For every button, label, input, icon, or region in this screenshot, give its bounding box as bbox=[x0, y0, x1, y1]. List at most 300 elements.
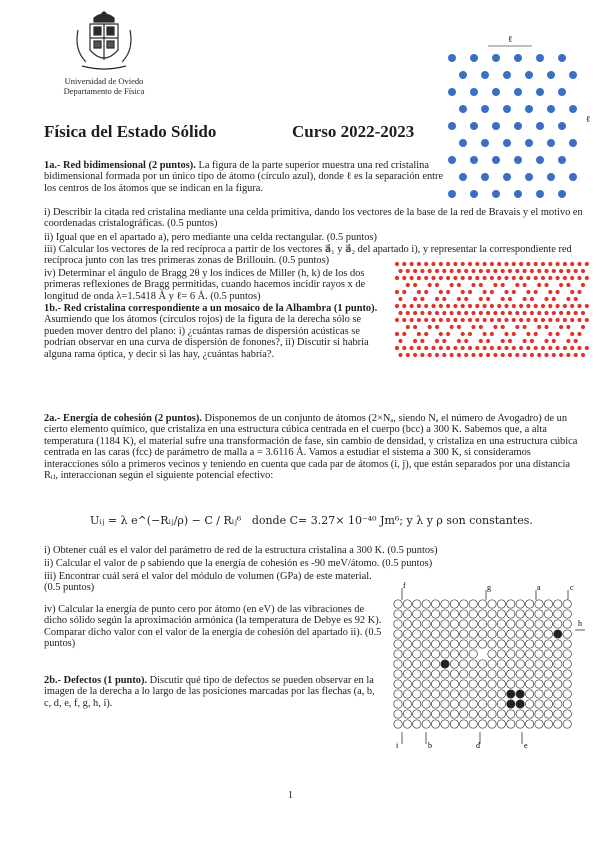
lattice-atom bbox=[469, 660, 477, 668]
lattice-atom bbox=[488, 640, 496, 648]
mosaic-atom bbox=[570, 332, 574, 336]
lattice-atom bbox=[558, 54, 566, 62]
lattice-atom bbox=[470, 54, 478, 62]
lattice-atom bbox=[460, 710, 468, 718]
mosaic-atom bbox=[526, 304, 530, 308]
lattice-atom bbox=[558, 190, 566, 198]
mosaic-atom bbox=[410, 318, 414, 322]
lattice-atom bbox=[470, 156, 478, 164]
lattice-atom bbox=[525, 700, 533, 708]
lattice-atom bbox=[403, 660, 411, 668]
lattice-atom bbox=[441, 690, 449, 698]
lattice-atom bbox=[492, 156, 500, 164]
mosaic-atom bbox=[566, 325, 570, 329]
mosaic-atom bbox=[439, 290, 443, 294]
lattice-atom bbox=[394, 600, 402, 608]
lattice-atom bbox=[403, 620, 411, 628]
mosaic-atom bbox=[508, 297, 512, 301]
lattice-atom bbox=[460, 650, 468, 658]
mosaic-atom bbox=[526, 332, 530, 336]
mosaic-atom bbox=[457, 297, 461, 301]
lattice-atom bbox=[460, 630, 468, 638]
lattice-atom bbox=[516, 620, 524, 628]
lattice-atom bbox=[478, 610, 486, 618]
mosaic-atom bbox=[417, 276, 421, 280]
mosaic-atom bbox=[439, 262, 443, 266]
mosaic-atom bbox=[504, 332, 508, 336]
mosaic-atom bbox=[541, 318, 545, 322]
lattice-atom bbox=[488, 660, 496, 668]
lattice-atom bbox=[431, 710, 439, 718]
mosaic-atom bbox=[501, 283, 505, 287]
lattice-atom bbox=[450, 680, 458, 688]
mosaic-atom bbox=[428, 283, 432, 287]
mosaic-atom bbox=[570, 290, 574, 294]
q1a-iv: iv) Determinar el ángulo de Bragg 2θ y los índices de Miller (h, k) de los dos primeras reflexiones de Bragg permitidas, cuando hacemos incidir rayos x de longitud de onda λ=1.5418 Å y ℓ= 6 Å. (0.5 puntos) bbox=[44, 268, 366, 302]
lattice-atom bbox=[481, 139, 489, 147]
mosaic-atom bbox=[428, 353, 432, 357]
lattice-atom bbox=[525, 670, 533, 678]
mosaic-atom bbox=[483, 290, 487, 294]
label-c: c bbox=[570, 583, 574, 592]
mosaic-atom bbox=[515, 353, 519, 357]
mosaic-atom bbox=[556, 332, 560, 336]
lattice-atom bbox=[516, 680, 524, 688]
mosaic-atom bbox=[468, 332, 472, 336]
lattice-atom bbox=[469, 650, 477, 658]
formula-rhs: donde C= 3.27× 10⁻⁴⁰ Jm⁶; y λ y ρ son constantes. bbox=[251, 514, 533, 527]
lattice-atom bbox=[554, 620, 562, 628]
mosaic-atom bbox=[504, 304, 508, 308]
mosaic-atom bbox=[519, 262, 523, 266]
mosaic-atom bbox=[544, 353, 548, 357]
lattice-atom bbox=[431, 720, 439, 728]
lattice-atom bbox=[488, 690, 496, 698]
mosaic-atom bbox=[566, 311, 570, 315]
lattice-atom bbox=[422, 720, 430, 728]
mosaic-atom bbox=[512, 346, 516, 350]
lattice-atom bbox=[525, 600, 533, 608]
lattice-atom bbox=[481, 71, 489, 79]
mosaic-atom bbox=[519, 318, 523, 322]
mosaic-atom bbox=[479, 353, 483, 357]
mosaic-atom bbox=[530, 353, 534, 357]
mosaic-atom bbox=[486, 297, 490, 301]
mosaic-atom bbox=[523, 311, 527, 315]
lattice-atom bbox=[394, 680, 402, 688]
lattice-atom bbox=[516, 610, 524, 618]
lattice-atom bbox=[497, 680, 505, 688]
lattice-atom bbox=[563, 650, 571, 658]
question-2b bbox=[44, 675, 384, 709]
mosaic-atom bbox=[435, 311, 439, 315]
mosaic-atom bbox=[420, 353, 424, 357]
mosaic-atom bbox=[523, 269, 527, 273]
lattice-atom bbox=[422, 620, 430, 628]
potential-formula bbox=[90, 514, 533, 527]
lattice-atom bbox=[469, 610, 477, 618]
mosaic-atom bbox=[446, 262, 450, 266]
mosaic-atom bbox=[457, 325, 461, 329]
lattice-atom bbox=[544, 720, 552, 728]
lattice-atom bbox=[492, 54, 500, 62]
mosaic-atom bbox=[515, 283, 519, 287]
question-1b bbox=[44, 303, 388, 360]
mosaic-atom bbox=[574, 269, 578, 273]
mosaic-atom bbox=[530, 339, 534, 343]
lattice-atom bbox=[536, 54, 544, 62]
mosaic-atom bbox=[585, 346, 589, 350]
mosaic-atom bbox=[402, 262, 406, 266]
lattice-atom bbox=[478, 720, 486, 728]
lattice-atom bbox=[469, 710, 477, 718]
lattice-atom bbox=[503, 139, 511, 147]
lattice-atom bbox=[507, 600, 515, 608]
lattice-atom bbox=[459, 173, 467, 181]
lattice-atom bbox=[431, 660, 439, 668]
lattice-atom bbox=[478, 660, 486, 668]
mosaic-atom bbox=[497, 276, 501, 280]
mosaic-atom bbox=[577, 290, 581, 294]
lattice-atom bbox=[403, 600, 411, 608]
lattice-atom bbox=[488, 630, 496, 638]
mosaic-atom bbox=[471, 325, 475, 329]
label-h: h bbox=[578, 619, 582, 628]
lattice-atom bbox=[535, 670, 543, 678]
lattice-atom bbox=[497, 620, 505, 628]
mosaic-atom bbox=[563, 318, 567, 322]
mosaic-atom bbox=[402, 318, 406, 322]
mosaic-atom bbox=[435, 325, 439, 329]
mosaic-atom bbox=[442, 311, 446, 315]
lattice-atom bbox=[488, 700, 496, 708]
lattice-atom bbox=[459, 139, 467, 147]
lattice-atom bbox=[481, 173, 489, 181]
mosaic-atom bbox=[439, 346, 443, 350]
lattice-atom bbox=[394, 670, 402, 678]
mosaic-atom bbox=[501, 311, 505, 315]
mosaic-atom bbox=[420, 339, 424, 343]
lattice-atom bbox=[569, 173, 577, 181]
lattice-atom bbox=[516, 670, 524, 678]
lattice-atom bbox=[450, 630, 458, 638]
mosaic-atom bbox=[585, 276, 589, 280]
lattice-atom bbox=[413, 610, 421, 618]
mosaic-atom bbox=[519, 276, 523, 280]
lattice-atom bbox=[431, 610, 439, 618]
mosaic-atom bbox=[497, 318, 501, 322]
lattice-atom bbox=[394, 610, 402, 618]
lattice-atom bbox=[450, 610, 458, 618]
lattice-atom bbox=[492, 190, 500, 198]
mosaic-atom bbox=[479, 297, 483, 301]
lattice-atom bbox=[422, 700, 430, 708]
lattice-atom bbox=[525, 173, 533, 181]
lattice-atom bbox=[488, 600, 496, 608]
mosaic-atom bbox=[585, 262, 589, 266]
lattice-atom bbox=[525, 650, 533, 658]
mosaic-atom bbox=[544, 311, 548, 315]
mosaic-atom bbox=[519, 346, 523, 350]
mosaic-atom bbox=[581, 325, 585, 329]
mosaic-atom bbox=[398, 311, 402, 315]
lattice-atom bbox=[544, 620, 552, 628]
lattice-atom bbox=[536, 156, 544, 164]
mosaic-atom bbox=[552, 297, 556, 301]
mosaic-atom bbox=[453, 318, 457, 322]
mosaic-atom bbox=[504, 318, 508, 322]
lattice-atom bbox=[535, 660, 543, 668]
lattice-atom bbox=[554, 600, 562, 608]
lattice-atom bbox=[497, 670, 505, 678]
mosaic-atom bbox=[395, 346, 399, 350]
lattice-atom bbox=[525, 105, 533, 113]
mosaic-atom bbox=[420, 297, 424, 301]
mosaic-atom bbox=[526, 276, 530, 280]
mosaic-atom bbox=[512, 332, 516, 336]
mosaic-atom bbox=[512, 318, 516, 322]
lattice-atom bbox=[547, 139, 555, 147]
mosaic-atom bbox=[490, 262, 494, 266]
lattice-atom bbox=[422, 680, 430, 688]
defect-atom bbox=[507, 690, 515, 698]
mosaic-atom bbox=[581, 283, 585, 287]
lattice-atom bbox=[497, 690, 505, 698]
mosaic-atom bbox=[475, 262, 479, 266]
mosaic-atom bbox=[431, 276, 435, 280]
mosaic-atom bbox=[534, 318, 538, 322]
mosaic-atom bbox=[395, 304, 399, 308]
lattice-atom bbox=[441, 720, 449, 728]
lattice-atom bbox=[422, 640, 430, 648]
lattice-atom bbox=[516, 600, 524, 608]
mosaic-atom bbox=[556, 304, 560, 308]
mosaic-atom bbox=[530, 297, 534, 301]
lattice-atom bbox=[514, 156, 522, 164]
mosaic-atom bbox=[556, 318, 560, 322]
mosaic-atom bbox=[417, 332, 421, 336]
lattice-atom bbox=[525, 610, 533, 618]
mosaic-atom bbox=[479, 311, 483, 315]
mosaic-atom bbox=[577, 262, 581, 266]
lattice-atom bbox=[470, 190, 478, 198]
mosaic-atom bbox=[442, 297, 446, 301]
lattice-atom bbox=[469, 620, 477, 628]
lattice-atom bbox=[563, 630, 571, 638]
mosaic-atom bbox=[570, 304, 574, 308]
mosaic-atom bbox=[497, 304, 501, 308]
label-f: f bbox=[403, 582, 406, 590]
lattice-atom bbox=[507, 630, 515, 638]
mosaic-atom bbox=[566, 283, 570, 287]
lattice-atom bbox=[525, 71, 533, 79]
lattice-atom bbox=[563, 690, 571, 698]
mosaic-atom bbox=[461, 332, 465, 336]
department-name: Departamento de Física bbox=[63, 86, 145, 96]
lattice-atom bbox=[535, 700, 543, 708]
mosaic-atom bbox=[559, 269, 563, 273]
lattice-atom bbox=[554, 690, 562, 698]
label-d: d bbox=[476, 741, 480, 750]
defect-atom bbox=[507, 700, 515, 708]
mosaic-atom bbox=[471, 353, 475, 357]
mosaic-atom bbox=[398, 353, 402, 357]
mosaic-atom bbox=[457, 311, 461, 315]
mosaic-atom bbox=[406, 353, 410, 357]
lattice-atom bbox=[413, 710, 421, 718]
lattice-atom bbox=[507, 660, 515, 668]
course-title: Física del Estado Sólido bbox=[44, 122, 217, 141]
mosaic-atom bbox=[402, 304, 406, 308]
mosaic-atom bbox=[475, 304, 479, 308]
mosaic-atom bbox=[395, 318, 399, 322]
mosaic-atom bbox=[574, 311, 578, 315]
mosaic-atom bbox=[493, 269, 497, 273]
mosaic-atom bbox=[581, 311, 585, 315]
lattice-atom bbox=[488, 650, 496, 658]
lattice-atom bbox=[422, 600, 430, 608]
mosaic-atom bbox=[413, 339, 417, 343]
mosaic-atom bbox=[446, 318, 450, 322]
lattice-atom bbox=[413, 600, 421, 608]
lattice-atom bbox=[478, 700, 486, 708]
mosaic-atom bbox=[523, 353, 527, 357]
mosaic-atom bbox=[442, 339, 446, 343]
lattice-atom bbox=[448, 122, 456, 130]
lattice-atom bbox=[514, 88, 522, 96]
q2b-heading: 2b.- Defectos (1 punto). bbox=[44, 675, 148, 686]
mosaic-atom bbox=[490, 304, 494, 308]
lattice-atom bbox=[503, 71, 511, 79]
mosaic-atom bbox=[395, 262, 399, 266]
lattice-atom bbox=[441, 640, 449, 648]
mosaic-atom bbox=[515, 325, 519, 329]
formula-lhs: Uᵢⱼ = λ e^(−Rᵢⱼ/ρ) − C / Rᵢⱼ⁶ bbox=[90, 514, 242, 527]
lattice-atom bbox=[497, 600, 505, 608]
lattice-atom bbox=[441, 680, 449, 688]
mosaic-atom bbox=[515, 269, 519, 273]
lattice-atom bbox=[460, 610, 468, 618]
lattice-atom bbox=[544, 650, 552, 658]
lattice-atom bbox=[516, 660, 524, 668]
mosaic-atom bbox=[544, 325, 548, 329]
mosaic-atom bbox=[490, 290, 494, 294]
mosaic-atom bbox=[468, 276, 472, 280]
mosaic-atom bbox=[534, 290, 538, 294]
mosaic-atom bbox=[512, 290, 516, 294]
lattice-atom bbox=[450, 620, 458, 628]
lattice-atom bbox=[497, 700, 505, 708]
mosaic-atom bbox=[523, 297, 527, 301]
mosaic-atom bbox=[523, 325, 527, 329]
mosaic-atom bbox=[548, 304, 552, 308]
mosaic-atom bbox=[446, 304, 450, 308]
lattice-atom bbox=[403, 610, 411, 618]
lattice-atom bbox=[441, 600, 449, 608]
lattice-atom bbox=[514, 54, 522, 62]
mosaic-atom bbox=[508, 311, 512, 315]
mosaic-atom bbox=[417, 262, 421, 266]
scale-label-side: ℓ bbox=[586, 114, 591, 124]
lattice-atom bbox=[470, 88, 478, 96]
mosaic-atom bbox=[559, 283, 563, 287]
mosaic-atom bbox=[402, 290, 406, 294]
mosaic-atom bbox=[442, 353, 446, 357]
mosaic-atom bbox=[413, 269, 417, 273]
defect-atom bbox=[554, 630, 562, 638]
lattice-atom bbox=[558, 156, 566, 164]
mosaic-atom bbox=[468, 304, 472, 308]
lattice-atom bbox=[525, 710, 533, 718]
mosaic-atom bbox=[410, 346, 414, 350]
mosaic-atom bbox=[563, 304, 567, 308]
mosaic-atom bbox=[512, 262, 516, 266]
lattice-atom bbox=[492, 88, 500, 96]
lattice-atom bbox=[497, 720, 505, 728]
q2a-heading: 2a.- Energía de cohesión (2 puntos). bbox=[44, 413, 202, 424]
lattice-atom bbox=[535, 690, 543, 698]
mosaic-atom bbox=[570, 318, 574, 322]
lattice-atom bbox=[422, 710, 430, 718]
mosaic-atom bbox=[410, 304, 414, 308]
mosaic-atom bbox=[534, 276, 538, 280]
mosaic-atom bbox=[504, 262, 508, 266]
lattice-atom bbox=[516, 650, 524, 658]
mosaic-atom bbox=[566, 353, 570, 357]
mosaic-atom bbox=[486, 269, 490, 273]
mosaic-atom bbox=[548, 290, 552, 294]
lattice-atom bbox=[536, 88, 544, 96]
scale-label-top: ℓ bbox=[508, 34, 513, 44]
mosaic-atom bbox=[566, 297, 570, 301]
label-b: b bbox=[428, 741, 432, 750]
mosaic-atom bbox=[559, 325, 563, 329]
mosaic-atom bbox=[479, 283, 483, 287]
lattice-atom bbox=[497, 710, 505, 718]
lattice-atom bbox=[469, 630, 477, 638]
lattice-atom bbox=[403, 710, 411, 718]
university-crest bbox=[72, 10, 136, 72]
lattice-atom bbox=[470, 122, 478, 130]
mosaic-atom bbox=[461, 318, 465, 322]
lattice-atom bbox=[525, 680, 533, 688]
lattice-atom bbox=[563, 610, 571, 618]
mosaic-atom bbox=[406, 311, 410, 315]
lattice-atom bbox=[535, 640, 543, 648]
lattice-atom bbox=[497, 610, 505, 618]
lattice-atom bbox=[488, 720, 496, 728]
mosaic-atom bbox=[417, 290, 421, 294]
mosaic-atom bbox=[479, 339, 483, 343]
lattice-atom bbox=[460, 620, 468, 628]
mosaic-atom bbox=[417, 304, 421, 308]
lattice-atom bbox=[413, 680, 421, 688]
page-number: 1 bbox=[288, 790, 293, 801]
lattice-atom bbox=[544, 660, 552, 668]
mosaic-atom bbox=[453, 262, 457, 266]
lattice-atom bbox=[413, 640, 421, 648]
lattice-atom bbox=[525, 630, 533, 638]
lattice-atom bbox=[394, 650, 402, 658]
mosaic-atom bbox=[523, 283, 527, 287]
lattice-atom bbox=[507, 670, 515, 678]
mosaic-atom bbox=[548, 346, 552, 350]
mosaic-atom bbox=[398, 339, 402, 343]
q1a-intro: La figura de la parte superior muestra una red cristalina bidimensional formada por un único tipo de átomo (círculo azul), donde ℓ es la separación entre los centros de los átomos que se indican en la figura. bbox=[44, 160, 444, 194]
mosaic-atom bbox=[468, 318, 472, 322]
lattice-atom bbox=[554, 640, 562, 648]
lattice-atom bbox=[563, 670, 571, 678]
